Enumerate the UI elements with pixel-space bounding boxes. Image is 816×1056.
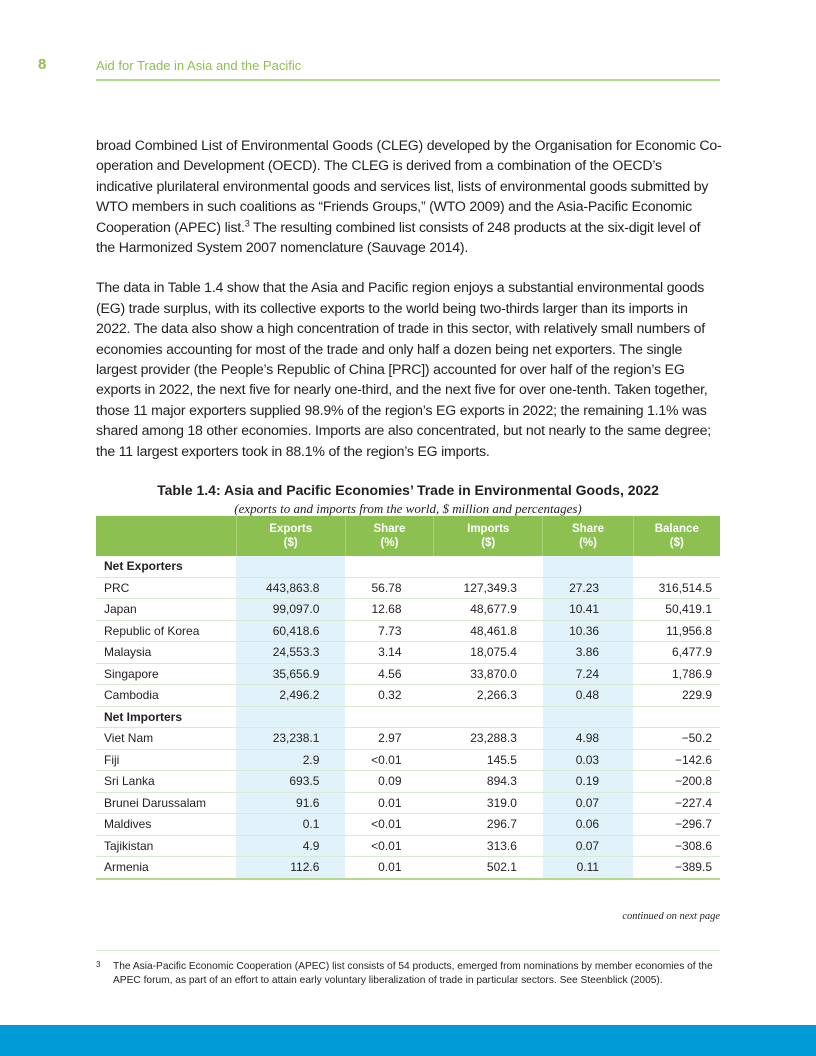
footnote-ref[interactable]: 3 xyxy=(244,217,250,228)
empty-cell xyxy=(236,706,345,728)
empty-cell xyxy=(543,706,633,728)
economy-name: Japan xyxy=(96,599,236,621)
value-cell: 7.24 xyxy=(543,663,633,685)
value-cell: 91.6 xyxy=(236,792,345,814)
value-cell: 35,656.9 xyxy=(236,663,345,685)
table-row xyxy=(96,663,720,685)
value-cell: 60,418.6 xyxy=(236,620,345,642)
footnote-text: The Asia-Pacific Economic Cooperation (APEC) list consists of 54 products, emerged from nominations by member economies of the APEC forum, as part of an effort to attain early voluntary liberalization of trade in particular sectors. See Steenblick (2005). xyxy=(113,961,713,986)
empty-cell xyxy=(236,556,345,577)
value-cell: 0.07 xyxy=(543,792,633,814)
section-label: Net Importers xyxy=(96,706,236,728)
value-cell: 10.41 xyxy=(543,599,633,621)
value-cell: 6,477.9 xyxy=(633,642,720,664)
column-header-unit: ($) xyxy=(481,537,496,549)
value-cell: 0.06 xyxy=(543,814,633,836)
table-row xyxy=(96,814,720,836)
value-cell: 27.23 xyxy=(543,577,633,599)
paragraph-text: The resulting combined list consists of 248 products at the six-digit level of the Harmonized System 2007 nomenclature (Sauvage 2014). xyxy=(96,218,701,256)
column-header-unit: (%) xyxy=(579,537,597,549)
column-header-label: Share xyxy=(572,523,604,535)
value-cell: 443,863.8 xyxy=(236,577,345,599)
value-cell: 48,461.8 xyxy=(434,620,543,642)
value-cell: −227.4 xyxy=(633,792,720,814)
value-cell: 127,349.3 xyxy=(434,577,543,599)
value-cell: 316,514.5 xyxy=(633,577,720,599)
empty-cell xyxy=(345,706,433,728)
value-cell: 2.9 xyxy=(236,749,345,771)
footer-bar xyxy=(0,1025,816,1056)
economy-name: Viet Nam xyxy=(96,728,236,750)
value-cell: 23,238.1 xyxy=(236,728,345,750)
column-header-label: Exports xyxy=(269,523,313,535)
economy-name: Sri Lanka xyxy=(96,771,236,793)
economy-name: Fiji xyxy=(96,749,236,771)
table-row xyxy=(96,857,720,879)
value-cell: 2.97 xyxy=(345,728,433,750)
value-cell: 3.14 xyxy=(345,642,433,664)
value-cell: 7.73 xyxy=(345,620,433,642)
value-cell: 0.09 xyxy=(345,771,433,793)
value-cell: 693.5 xyxy=(236,771,345,793)
value-cell: 11,956.8 xyxy=(633,620,720,642)
table-row xyxy=(96,835,720,857)
value-cell: 112.6 xyxy=(236,857,345,879)
table-row xyxy=(96,642,720,664)
economy-name: Brunei Darussalam xyxy=(96,792,236,814)
body-paragraph xyxy=(96,135,722,257)
table-row xyxy=(96,685,720,707)
value-cell: 0.48 xyxy=(543,685,633,707)
value-cell: 2,496.2 xyxy=(236,685,345,707)
economy-name: Singapore xyxy=(96,663,236,685)
value-cell: 4.9 xyxy=(236,835,345,857)
table-row xyxy=(96,599,720,621)
trade-table xyxy=(96,516,720,880)
value-cell: −389.5 xyxy=(633,857,720,879)
value-cell: 502.1 xyxy=(434,857,543,879)
value-cell: 0.03 xyxy=(543,749,633,771)
value-cell: 229.9 xyxy=(633,685,720,707)
table-title: Table 1.4: Asia and Pacific Economies’ Trade in Environmental Goods, 2022 xyxy=(157,482,659,499)
header-blank xyxy=(96,516,236,556)
value-cell: 0.19 xyxy=(543,771,633,793)
footnote-number: 3 xyxy=(96,960,101,969)
value-cell: 145.5 xyxy=(434,749,543,771)
header-divider xyxy=(96,79,720,81)
economy-name: Maldives xyxy=(96,814,236,836)
continued-note: continued on next page xyxy=(622,911,720,922)
value-cell: <0.01 xyxy=(345,835,433,857)
section-row xyxy=(96,706,720,728)
empty-cell xyxy=(434,706,543,728)
table-row xyxy=(96,792,720,814)
column-header-unit: (%) xyxy=(380,537,399,549)
value-cell: 33,870.0 xyxy=(434,663,543,685)
paragraph-text: broad Combined List of Environmental Goods (CLEG) developed by the Organisation for Economic Co-operation and Development (OECD). The CLEG is derived from a combination of the OECD’s indicative plurilateral environmental goods and services list, lists of environmental goods submitted by WTO members in such coalitions as “Friends Groups,” (WTO 2009) and the Asia-Pacific Economic Cooperation (APEC) list. xyxy=(96,137,722,235)
value-cell: 0.07 xyxy=(543,835,633,857)
value-cell: 24,553.3 xyxy=(236,642,345,664)
column-header-label: Share xyxy=(373,523,406,535)
value-cell: 50,419.1 xyxy=(633,599,720,621)
value-cell: 0.1 xyxy=(236,814,345,836)
column-header-label: Imports xyxy=(467,523,510,535)
table-row xyxy=(96,577,720,599)
value-cell: 23,288.3 xyxy=(434,728,543,750)
footnote-divider xyxy=(96,950,720,951)
value-cell: 1,786.9 xyxy=(633,663,720,685)
section-label: Net Exporters xyxy=(96,556,236,577)
value-cell: 894.3 xyxy=(434,771,543,793)
value-cell: 313.6 xyxy=(434,835,543,857)
economy-name: Tajikistan xyxy=(96,835,236,857)
table-row xyxy=(96,728,720,750)
value-cell: −142.6 xyxy=(633,749,720,771)
value-cell: 0.01 xyxy=(345,792,433,814)
value-cell: 12.68 xyxy=(345,599,433,621)
empty-cell xyxy=(434,556,543,577)
value-cell: −200.8 xyxy=(633,771,720,793)
economy-name: Cambodia xyxy=(96,685,236,707)
value-cell: 296.7 xyxy=(434,814,543,836)
empty-cell xyxy=(633,556,720,577)
body-paragraph: The data in Table 1.4 show that the Asia and Pacific region enjoys a substantial environmental goods (EG) trade surplus, with its collective exports to the world being two-thirds larger than its imports in 2022. The data also show a high concentration of trade in this sector, with relatively small numbers of economies accounting for most of the trade and only half a dozen being net exporters. The single largest provider (the People’s Republic of China [PRC]) accounted for over half of the region’s EG exports in 2022, the next five for nearly one-third, and the next five for over one-tenth. Taken together, those 11 major exporters supplied 98.9% of the region’s EG exports in 2022; the remaining 1.1% was shared among 18 other economies. Imports are also concentrated, but not nearly to the same degree; the 11 largest exporters took in 88.1% of the region’s EG imports. xyxy=(96,279,711,459)
body-text xyxy=(96,135,722,517)
value-cell: 18,075.4 xyxy=(434,642,543,664)
column-header xyxy=(633,516,720,556)
value-cell: 4.56 xyxy=(345,663,433,685)
table-row xyxy=(96,749,720,771)
empty-cell xyxy=(345,556,433,577)
value-cell: −50.2 xyxy=(633,728,720,750)
table-row xyxy=(96,620,720,642)
value-cell: 56.78 xyxy=(345,577,433,599)
value-cell: 4.98 xyxy=(543,728,633,750)
value-cell: 0.01 xyxy=(345,857,433,879)
economy-name: Malaysia xyxy=(96,642,236,664)
value-cell: −308.6 xyxy=(633,835,720,857)
column-header xyxy=(434,516,543,556)
column-header-unit: ($) xyxy=(283,537,298,549)
economy-name: Republic of Korea xyxy=(96,620,236,642)
value-cell: −296.7 xyxy=(633,814,720,836)
column-header xyxy=(236,516,345,556)
economy-name: PRC xyxy=(96,577,236,599)
column-header-unit: ($) xyxy=(669,537,684,549)
economy-name: Armenia xyxy=(96,857,236,879)
value-cell: <0.01 xyxy=(345,749,433,771)
empty-cell xyxy=(543,556,633,577)
value-cell: 48,677.9 xyxy=(434,599,543,621)
value-cell: 319.0 xyxy=(434,792,543,814)
column-header xyxy=(345,516,433,556)
column-header-label: Balance xyxy=(654,523,699,535)
table-subtitle: (exports to and imports from the world, $ million and percentages) xyxy=(234,501,582,517)
value-cell: 2,266.3 xyxy=(434,685,543,707)
value-cell: 0.32 xyxy=(345,685,433,707)
running-title: Aid for Trade in Asia and the Pacific xyxy=(96,58,302,73)
value-cell: 3.86 xyxy=(543,642,633,664)
value-cell: 99,097.0 xyxy=(236,599,345,621)
value-cell: 0.11 xyxy=(543,857,633,879)
section-row xyxy=(96,556,720,577)
value-cell: 10.36 xyxy=(543,620,633,642)
page-number: 8 xyxy=(38,56,47,73)
table-header-row xyxy=(96,516,720,556)
table-row xyxy=(96,771,720,793)
column-header xyxy=(543,516,633,556)
value-cell: <0.01 xyxy=(345,814,433,836)
empty-cell xyxy=(633,706,720,728)
